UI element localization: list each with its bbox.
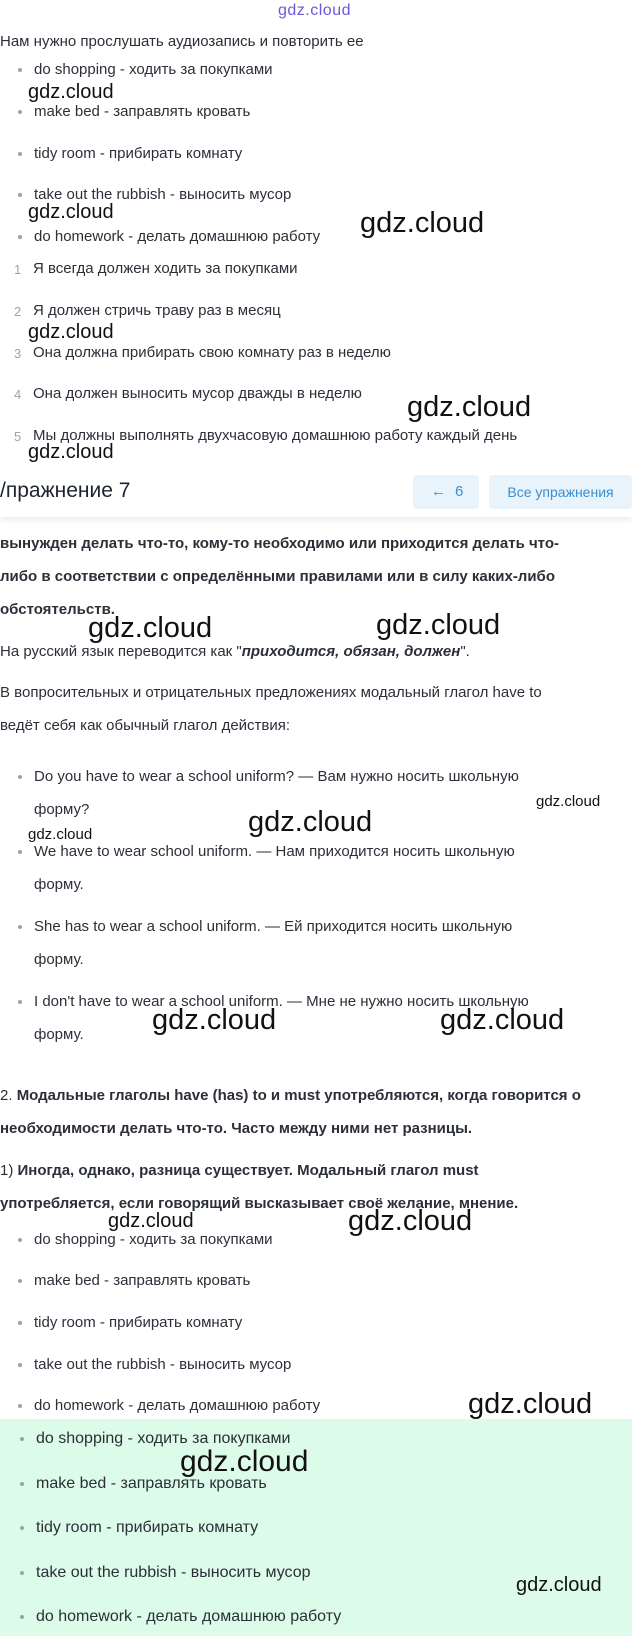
sentence-text: Я всегда должен ходить за покупками (33, 260, 298, 277)
watermark: gdz.cloud (28, 81, 114, 103)
watermark: gdz.cloud (88, 612, 213, 644)
question-note: ведёт себя как обычный глагол действия: (0, 717, 291, 734)
sentence-number: 1 (14, 262, 22, 277)
site-watermark-top: gdz.cloud (278, 2, 351, 19)
watermark: gdz.cloud (108, 1210, 194, 1232)
watermark: gdz.cloud (407, 391, 532, 423)
watermark: gdz.cloud (536, 793, 601, 810)
point-2-text: необходимости делать что-то. Часто между ними нет разницы. (0, 1120, 473, 1137)
watermark: gdz.cloud (28, 201, 114, 223)
watermark: gdz.cloud (440, 1004, 565, 1036)
prev-exercise-button[interactable] (413, 475, 479, 509)
intro-text: Нам нужно прослушать аудиозапись и повторить ее (0, 33, 364, 50)
question-note: В вопросительных и отрицательных предложениях модальный глагол have to (0, 684, 542, 701)
point-note-text: 1) Иногда, однако, разница существует. Модальный глагол must (0, 1162, 479, 1179)
watermark: gdz.cloud (152, 1004, 277, 1036)
sentence-number: 5 (14, 429, 22, 444)
arrow-left-icon: ← (431, 483, 446, 500)
sentence-text: Мы должны выполнять двухчасовую домашнюю работу каждый день (33, 427, 518, 444)
watermark: gdz.cloud (28, 826, 93, 843)
sentence-text: Она должна прибирать свою комнату раз в неделю (33, 344, 391, 361)
watermark: gdz.cloud (516, 1574, 602, 1596)
watermark: gdz.cloud (468, 1388, 593, 1420)
exercise-title: /пражнение 7 (0, 479, 131, 502)
rule-line: либо в соответствии с определёнными правилами или в силу каких-либо (0, 568, 555, 585)
watermark: gdz.cloud (376, 609, 501, 641)
exercise-header (0, 467, 632, 517)
point-2-text: 2. Модальные глаголы have (has) to и must употребляются, когда говорится о (0, 1087, 581, 1104)
sentence-text: Она должен выносить мусор дважды в неделю (33, 385, 362, 402)
watermark: gdz.cloud (28, 321, 114, 343)
watermark: gdz.cloud (180, 1445, 309, 1478)
watermark: gdz.cloud (348, 1205, 473, 1237)
watermark: gdz.cloud (28, 441, 114, 463)
all-exercises-button[interactable]: Все упражнения (489, 475, 632, 509)
prev-exercise-number: 6 (455, 483, 464, 500)
watermark: gdz.cloud (360, 207, 485, 239)
sentence-number: 2 (14, 304, 22, 319)
translation-note: На русский язык переводится как "приходится, обязан, должен". (0, 643, 470, 660)
point-note-text: употребляется, если говорящий высказывает своё желание, мнение. (0, 1195, 519, 1212)
sentence-number: 4 (14, 387, 22, 402)
sentence-text: Я должен стричь траву раз в месяц (33, 302, 281, 319)
rule-line: обстоятельств. (0, 601, 115, 618)
sentence-number: 3 (14, 346, 22, 361)
watermark: gdz.cloud (248, 806, 373, 838)
rule-line: вынужден делать что-то, кому-то необходимо или приходится делать что- (0, 535, 559, 552)
